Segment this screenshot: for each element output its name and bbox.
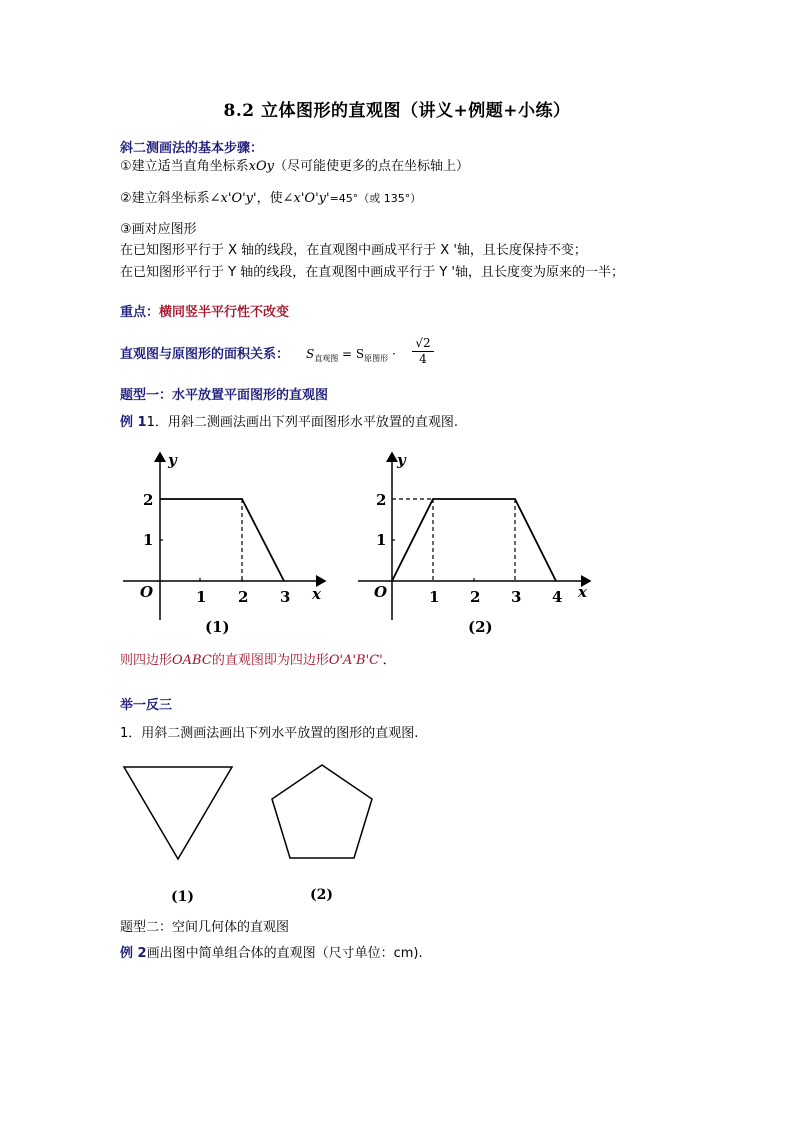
tick-label-y-1: 1 [143,531,154,549]
triangle-shape [124,767,232,859]
figure-2-caption: (2) [468,618,493,636]
answer-shape-1: OABC [172,653,212,668]
type1-heading: 题型一：水平放置平面图形的直观图 [120,388,329,403]
tick-label-x-2: 2 [470,588,481,606]
x-label: x [578,583,587,601]
example-2-text: 画出图中简单组合体的直观图（尺寸单位：cm). [146,946,423,961]
key-point [120,305,289,321]
area-s1-sub: 直观图 [314,354,339,363]
answer-end: ． [382,653,396,668]
origin-label: O [140,583,154,601]
area-s2-sub: 原图形 [364,354,389,363]
step-3-heading: ③画对应图形 [120,222,197,237]
figure-1-caption: (1) [205,618,230,636]
tick-label-x-2: 2 [238,588,249,606]
step-2-prefix: ②建立斜坐标系 [120,191,210,206]
tick-label-y-2: 2 [376,491,387,509]
y-label: y [397,451,406,469]
tick-label-x-1: 1 [196,588,207,606]
step-2-value: =45°（或 135°） [329,192,422,205]
example-1-text: 1．用斜二测画法画出下列平面图形水平放置的直观图. [146,415,458,430]
area-den: 4 [419,352,427,366]
steps-heading: 斜二测画法的基本步骤： [120,141,264,156]
step-1-note: （尽可能使更多的点在坐标轴上） [274,159,470,174]
step-2-angle-b: ∠x'O'y' [282,191,330,206]
step-2-angle: ∠x'O'y' [209,191,257,206]
area-label: 直观图与原图形的面积关系： [120,347,290,362]
practice-caption-2: (2) [310,887,333,903]
key-text: 横同竖半平行性不改变 [159,305,290,320]
tick-label-x-3: 3 [511,588,522,606]
tick-label-y-2: 2 [143,491,154,509]
step-1 [120,159,469,175]
key-label: 重点： [120,305,160,320]
area-s1: S [306,347,315,361]
tick-label-y-1: 1 [376,531,387,549]
pentagon-shape [272,765,372,858]
figure-1 [118,445,333,645]
answer-mid: 的直观图即为四边形 [211,653,329,668]
area-num: √2 [412,336,434,352]
example-2 [120,946,423,962]
tick-label-x-3: 3 [280,588,291,606]
step-3-line-2: 在已知图形平行于 Y 轴的线段，在直观图中画成平行于 Y '轴，且长度变为原来的一半； [120,265,624,280]
tick-label-x-1: 1 [429,588,440,606]
answer-line [120,653,396,669]
shape-outline [160,499,284,581]
type2-heading: 题型二：空间几何体的直观图 [120,920,290,935]
step-1-prefix: ①建立适当直角坐标系 [120,159,249,174]
origin-label: O [374,583,388,601]
page-title: 8.2 立体图形的直观图（讲义+例题+小练） [223,101,571,121]
y-label: y [168,451,177,469]
practice-caption-1: (1) [171,889,194,905]
step-2 [120,191,421,207]
x-label: x [312,585,321,603]
example-1-label: 例 1 [120,415,147,430]
step-3-line-1: 在已知图形平行于 X 轴的线段，在直观图中画成平行于 X '轴，且长度保持不变； [120,243,587,258]
practice-q1: 1．用斜二测画法画出下列水平放置的图形的直观图. [120,726,419,741]
practice-figures [115,755,380,905]
example-2-label: 例 2 [120,946,147,961]
answer-pre: 则四边形 [120,653,173,668]
tick-label-x-4: 4 [552,588,563,606]
example-1 [120,415,458,431]
practice-heading: 举一反三 [120,698,173,713]
area-eq: = S [338,347,365,361]
trapezoid-outline [392,499,556,581]
step-1-system: xOy [248,159,274,174]
figure-2 [352,445,597,645]
answer-shape-2: O'A'B'C' [328,653,383,668]
area-dot: · [388,347,396,361]
step-2-mid: ，使 [256,191,283,206]
